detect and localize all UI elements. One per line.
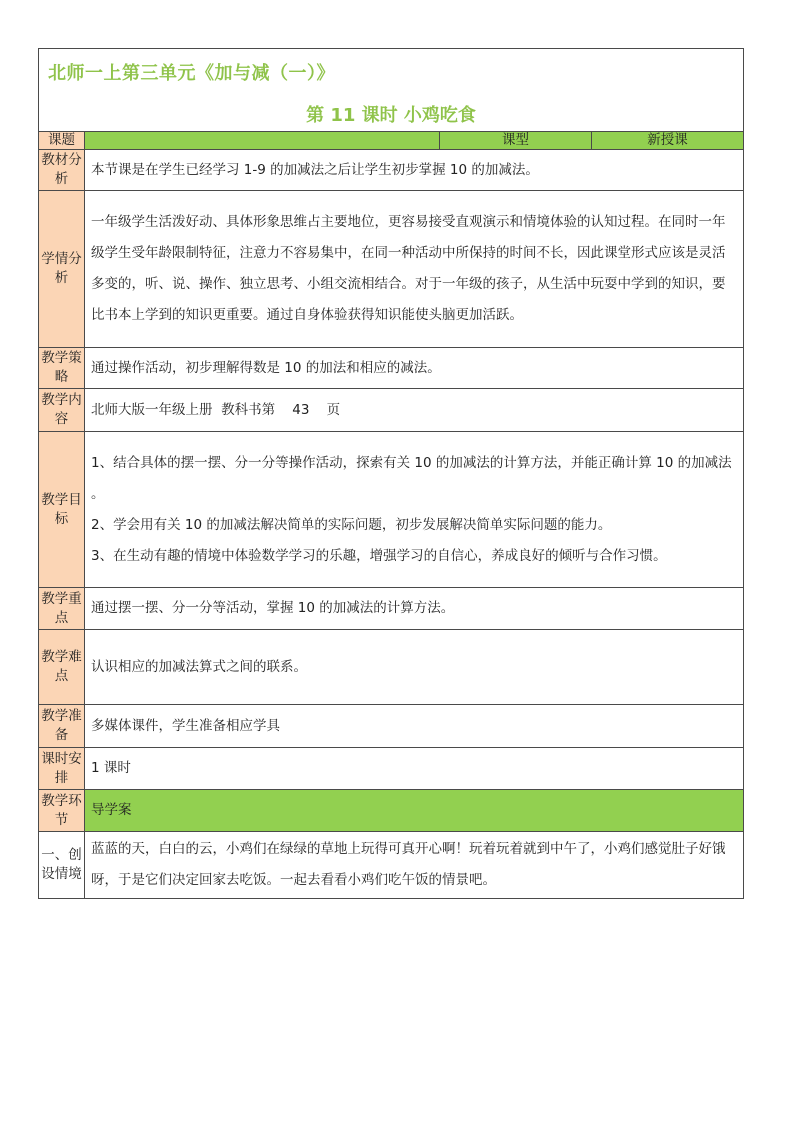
row-value-goals: 1、结合具体的摆一摆、分一分等操作活动，探索有关 10 的加减法的计算方法，并能正确计算 10 的加减法 。 2、学会用有关 10 的加减法解决简单的实际问题，初步发展解决简单实际问题的能力。 3、在生动有趣的情境中体验数学学习的乐趣，增强学习的自信心，养成良好的倾听与合作习惯。 [85,432,744,588]
document-title: 北师一上第三单元《加与减（一）》 [48,63,335,84]
title-cell [39,49,744,132]
row-label-schedule: 课时安排 [39,748,85,790]
row-label-stage: 教学环节 [39,790,85,832]
row-value-content: 北师大版一年级上册 教科书第 43 页 [85,389,744,432]
lesson-title: 第 11 课时 小鸡吃食 [306,105,476,126]
row-value-strategy: 通过操作活动，初步理解得数是 10 的加法和相应的减法。 [85,348,744,389]
type-label: 课型 [440,132,592,150]
row-value-schedule: 1 课时 [85,748,744,790]
row-label-students: 学情分析 [39,191,85,348]
row-label-preparation: 教学准备 [39,705,85,748]
lesson-plan-table [38,48,744,899]
row-value-difficulties: 认识相应的加减法算式之间的联系。 [85,630,744,705]
type-value: 新授课 [592,132,744,150]
row-label-strategy: 教学策略 [39,348,85,389]
topic-label: 课题 [39,132,85,150]
row-label-key-points: 教学重点 [39,588,85,630]
row-value-students: 一年级学生活泼好动、具体形象思维占主要地位，更容易接受直观演示和情境体验的认知过程。在同时一年级学生受年龄限制特征，注意力不容易集中，在同一种活动中所保持的时间不长，因此课堂形式应该是灵活多变的，听、说、操作、独立思考、小组交流相结合。对于一年级的孩子，从生活中玩耍中学到的知识，要比书本上学到的知识更重要。通过自身体验获得知识能使头脑更加活跃。 [85,191,744,348]
row-label-material: 教材分析 [39,150,85,191]
row-label-difficulties: 教学难点 [39,630,85,705]
row-value-key-points: 通过摆一摆、分一分等活动，掌握 10 的加减法的计算方法。 [85,588,744,630]
row-value-scenario: 蓝蓝的天，白白的云，小鸡们在绿绿的草地上玩得可真开心啊！玩着玩着就到中午了，小鸡们感觉肚子好饿呀，于是它们决定回家去吃饭。一起去看看小鸡们吃午饭的情景吧。 [85,832,744,899]
row-label-goals: 教学目标 [39,432,85,588]
row-value-preparation: 多媒体课件，学生准备相应学具 [85,705,744,748]
row-label-scenario: 一、创设情境 [39,832,85,899]
row-value-material: 本节课是在学生已经学习 1-9 的加减法之后让学生初步掌握 10 的加减法。 [85,150,744,191]
row-label-content: 教学内容 [39,389,85,432]
row-value-stage: 导学案 [85,790,744,832]
topic-value-cell [85,132,440,150]
